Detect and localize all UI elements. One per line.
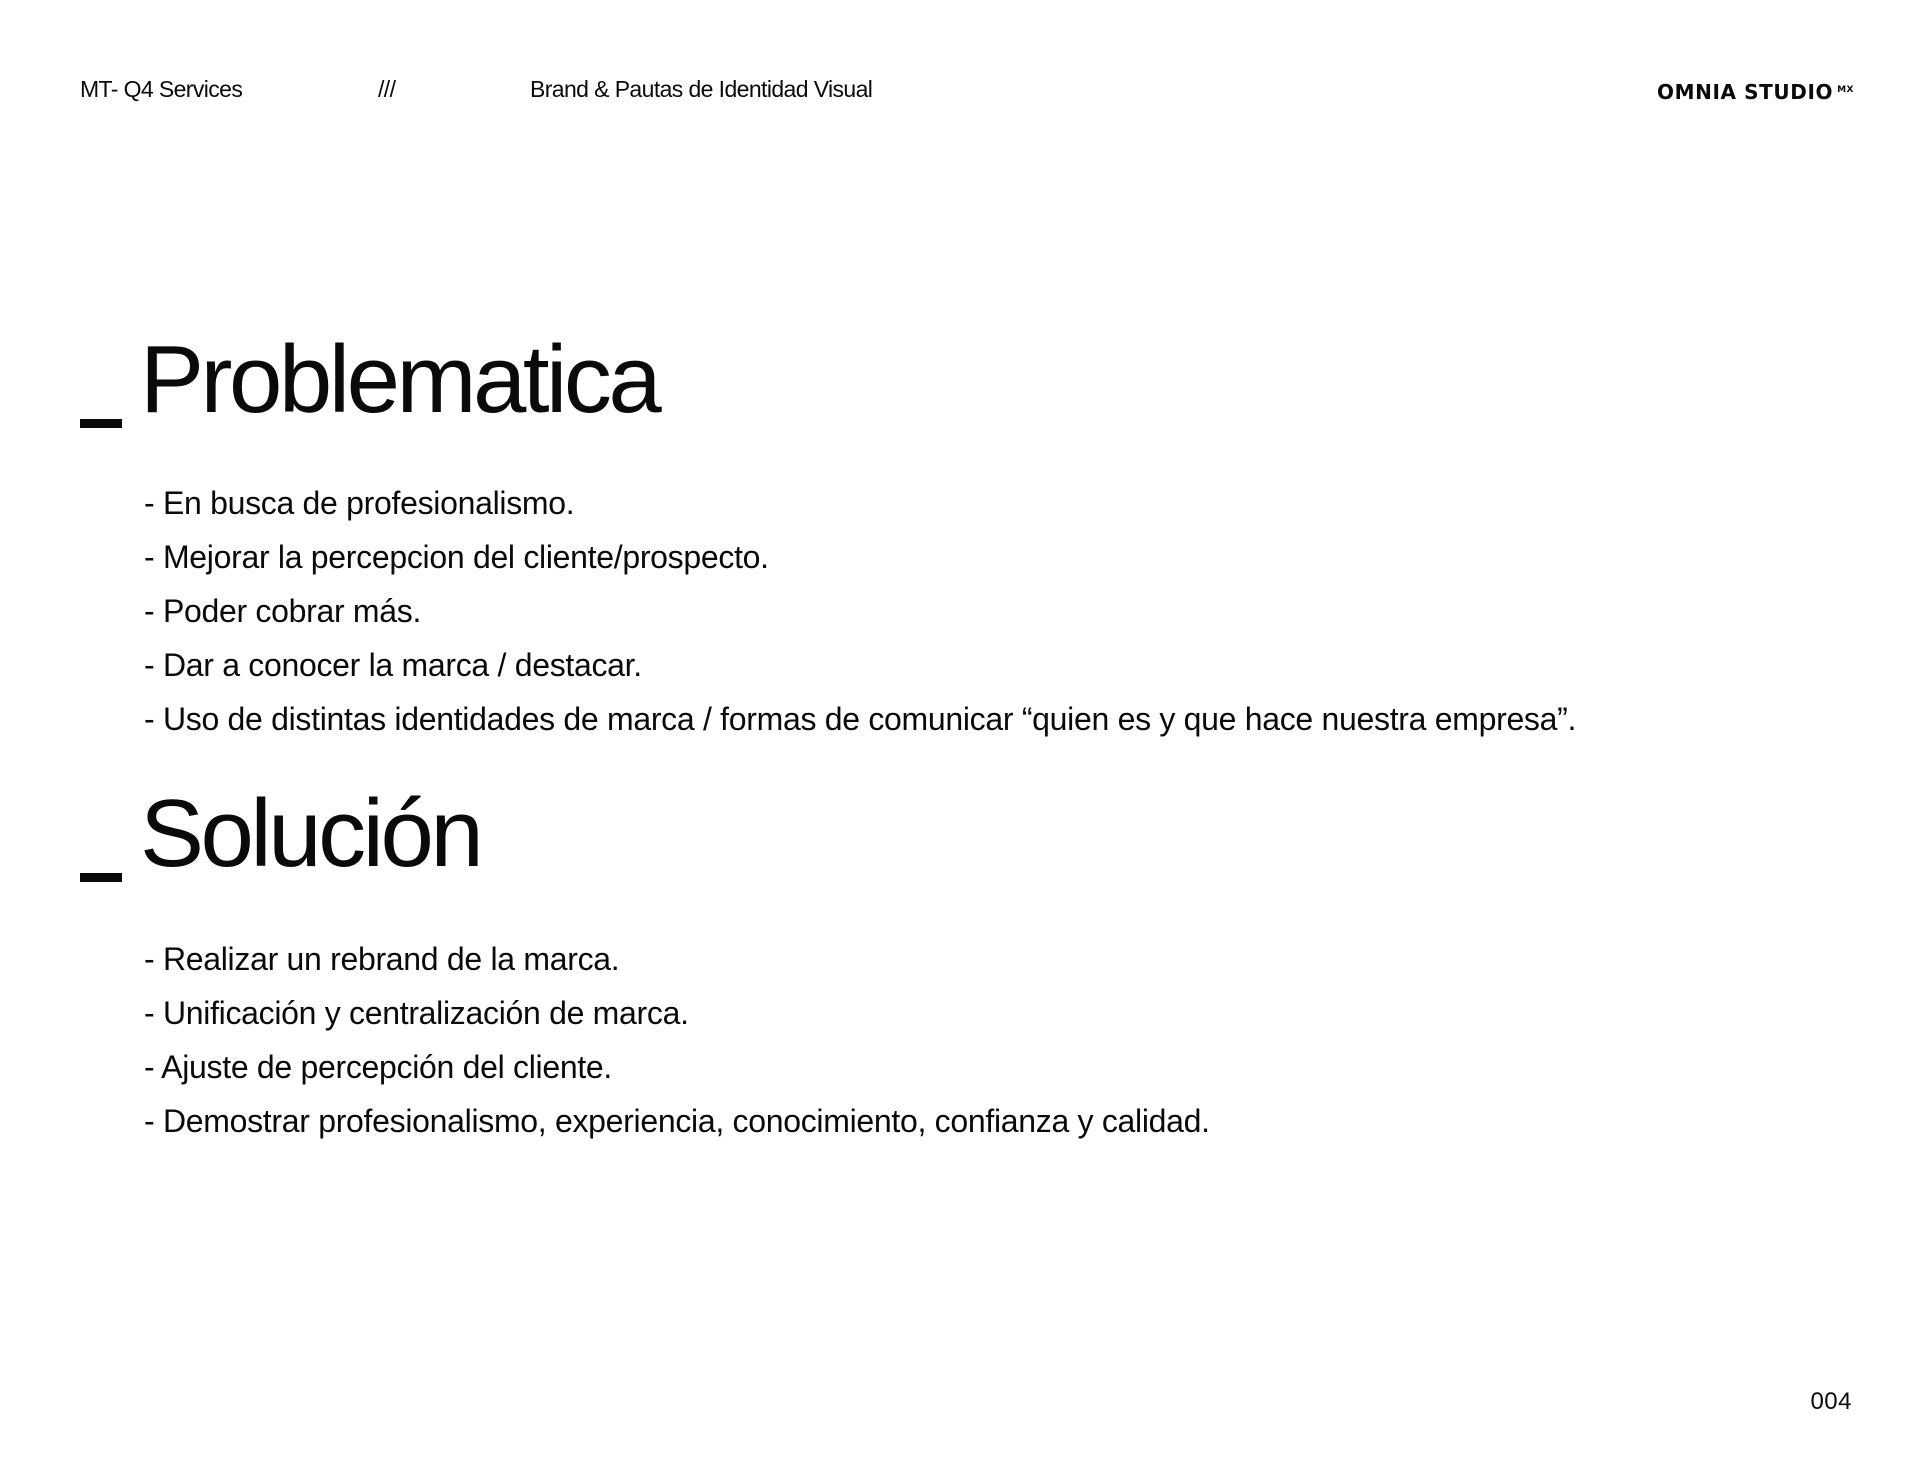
logo-superscript: MX bbox=[1837, 85, 1854, 95]
solution-title-text: Solución bbox=[140, 780, 481, 887]
solution-list bbox=[144, 932, 1210, 1148]
problem-list bbox=[144, 476, 1576, 746]
list-item: - Dar a conocer la marca / destacar. bbox=[144, 647, 642, 683]
underscore-mark bbox=[80, 873, 122, 882]
omnia-studio-logo bbox=[1657, 80, 1854, 104]
problem-title-text: Problematica bbox=[140, 326, 659, 433]
list-item: - Poder cobrar más. bbox=[144, 593, 422, 629]
list-item: - Uso de distintas identidades de marca / formas de comunicar “quien es y que hace nuestra empresa”. bbox=[144, 701, 1577, 737]
header-separator: /// bbox=[378, 76, 396, 102]
list-item: - Realizar un rebrand de la marca. bbox=[144, 941, 620, 977]
list-item: - Ajuste de percepción del cliente. bbox=[144, 1049, 613, 1085]
underscore-mark bbox=[80, 419, 122, 428]
list-item: - En busca de profesionalismo. bbox=[144, 485, 575, 521]
list-item: - Demostrar profesionalismo, experiencia, conocimiento, confianza y calidad. bbox=[144, 1103, 1210, 1139]
list-item: - Mejorar la percepcion del cliente/prospecto. bbox=[144, 539, 769, 575]
header-document-title: Brand & Pautas de Identidad Visual bbox=[530, 76, 873, 102]
logo-name: OMNIA STUDIO bbox=[1657, 80, 1834, 104]
list-item: - Unificación y centralización de marca. bbox=[144, 995, 689, 1031]
page-number: 004 bbox=[1810, 1388, 1852, 1415]
header-project: MT- Q4 Services bbox=[80, 76, 243, 102]
problem-section-title bbox=[80, 326, 659, 433]
solution-section-title bbox=[80, 780, 481, 887]
